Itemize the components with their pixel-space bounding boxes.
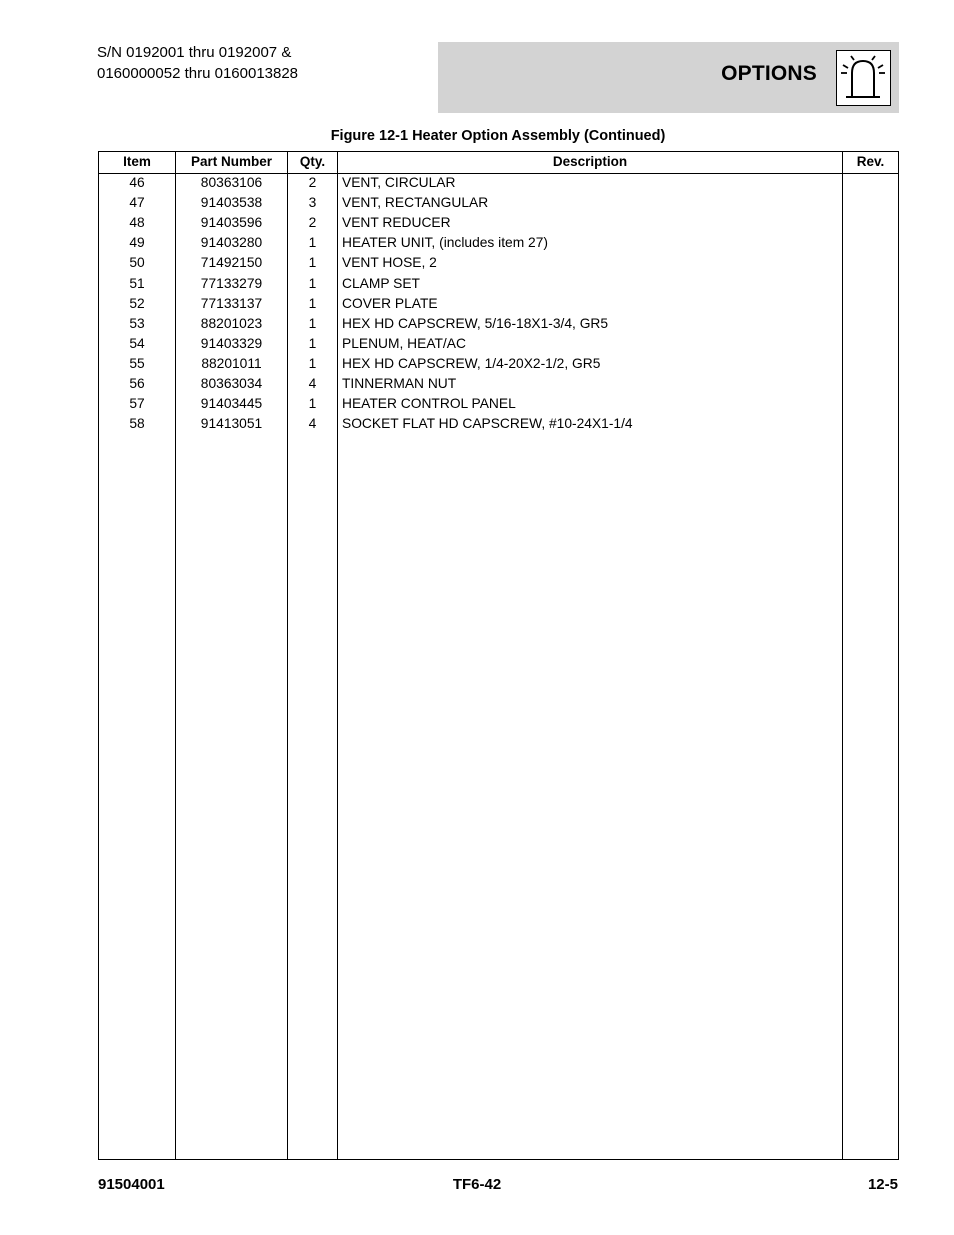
table-row [99, 253, 898, 273]
quantity: 1 [308, 295, 317, 311]
part-number: 80363034 [200, 376, 263, 391]
part-number: 91413051 [200, 416, 263, 432]
column-header-part-number: Part Number [190, 154, 273, 169]
description: HEATER CONTROL PANEL [342, 396, 516, 412]
table-row [99, 414, 898, 434]
quantity: 1 [308, 235, 317, 251]
description: VENT, CIRCULAR [342, 175, 456, 190]
table-row [99, 354, 898, 374]
quantity: 1 [308, 355, 317, 371]
table-row [99, 394, 898, 414]
table-row [99, 173, 898, 193]
column-header-qty: Qty. [299, 154, 326, 169]
part-number: 91403280 [200, 235, 263, 251]
quantity: 1 [308, 396, 317, 412]
table-row [99, 314, 898, 334]
table-header [99, 152, 898, 174]
quantity: 2 [308, 215, 317, 231]
quantity: 2 [308, 175, 317, 190]
item-number: 46 [129, 175, 145, 190]
part-number: 71492150 [200, 255, 263, 271]
part-number: 77133279 [200, 275, 263, 291]
description: HEX HD CAPSCREW, 1/4-20X2-1/2, GR5 [342, 355, 601, 371]
table-row [99, 374, 898, 394]
description: PLENUM, HEAT/AC [342, 335, 466, 351]
item-number: 56 [129, 376, 145, 391]
item-number: 57 [129, 396, 145, 412]
item-number: 54 [129, 335, 145, 351]
description: VENT REDUCER [342, 215, 451, 231]
part-number: 91403596 [200, 215, 263, 231]
description: HEATER UNIT, (includes item 27) [342, 235, 548, 251]
item-number: 58 [129, 416, 145, 432]
quantity: 1 [308, 275, 317, 291]
column-header-description: Description [552, 154, 628, 169]
part-number: 88201023 [200, 315, 263, 331]
section-banner [438, 42, 899, 113]
column-header-item: Item [123, 154, 151, 169]
footer-page-number: 12-5 [867, 1176, 898, 1193]
part-number: 91403538 [200, 195, 263, 211]
quantity: 4 [308, 416, 317, 432]
footer-model: TF6-42 [452, 1176, 502, 1193]
options-icon [836, 50, 891, 106]
table-row [99, 193, 898, 213]
item-number: 51 [129, 275, 145, 291]
description: VENT, RECTANGULAR [342, 195, 489, 211]
quantity: 4 [308, 376, 317, 391]
quantity: 1 [308, 335, 317, 351]
item-number: 50 [129, 255, 145, 271]
serial-line-1: S/N 0192001 thru 0192007 & [97, 44, 292, 61]
table-row [99, 213, 898, 233]
item-number: 49 [129, 235, 145, 251]
description: SOCKET FLAT HD CAPSCREW, #10-24X1-1/4 [342, 416, 633, 432]
part-number: 91403445 [200, 396, 263, 412]
item-number: 53 [129, 315, 145, 331]
table-row [99, 294, 898, 314]
figure-title: Figure 12-1 Heater Option Assembly (Continued) [330, 128, 666, 144]
serial-line-2: 0160000052 thru 0160013828 [97, 65, 299, 82]
column-header-rev: Rev. [856, 154, 885, 169]
quantity: 3 [308, 195, 317, 211]
item-number: 47 [129, 195, 145, 211]
description: HEX HD CAPSCREW, 5/16-18X1-3/4, GR5 [342, 315, 609, 331]
description: CLAMP SET [342, 275, 420, 291]
serial-number-range [97, 42, 298, 84]
quantity: 1 [308, 315, 317, 331]
table-row [99, 233, 898, 253]
item-number: 52 [129, 295, 145, 311]
part-number: 80363106 [200, 175, 263, 190]
part-number: 91403329 [200, 335, 263, 351]
parts-table [98, 151, 899, 1160]
description: TINNERMAN NUT [342, 376, 457, 391]
part-number: 77133137 [200, 295, 263, 311]
part-number: 88201011 [201, 355, 262, 371]
description: VENT HOSE, 2 [342, 255, 437, 271]
description: COVER PLATE [342, 295, 438, 311]
footer-manual-number: 91504001 [98, 1176, 165, 1193]
quantity: 1 [308, 255, 317, 271]
item-number: 55 [129, 355, 145, 371]
table-row [99, 274, 898, 294]
item-number: 48 [129, 215, 145, 231]
table-row [99, 334, 898, 354]
section-title: OPTIONS [721, 62, 817, 85]
